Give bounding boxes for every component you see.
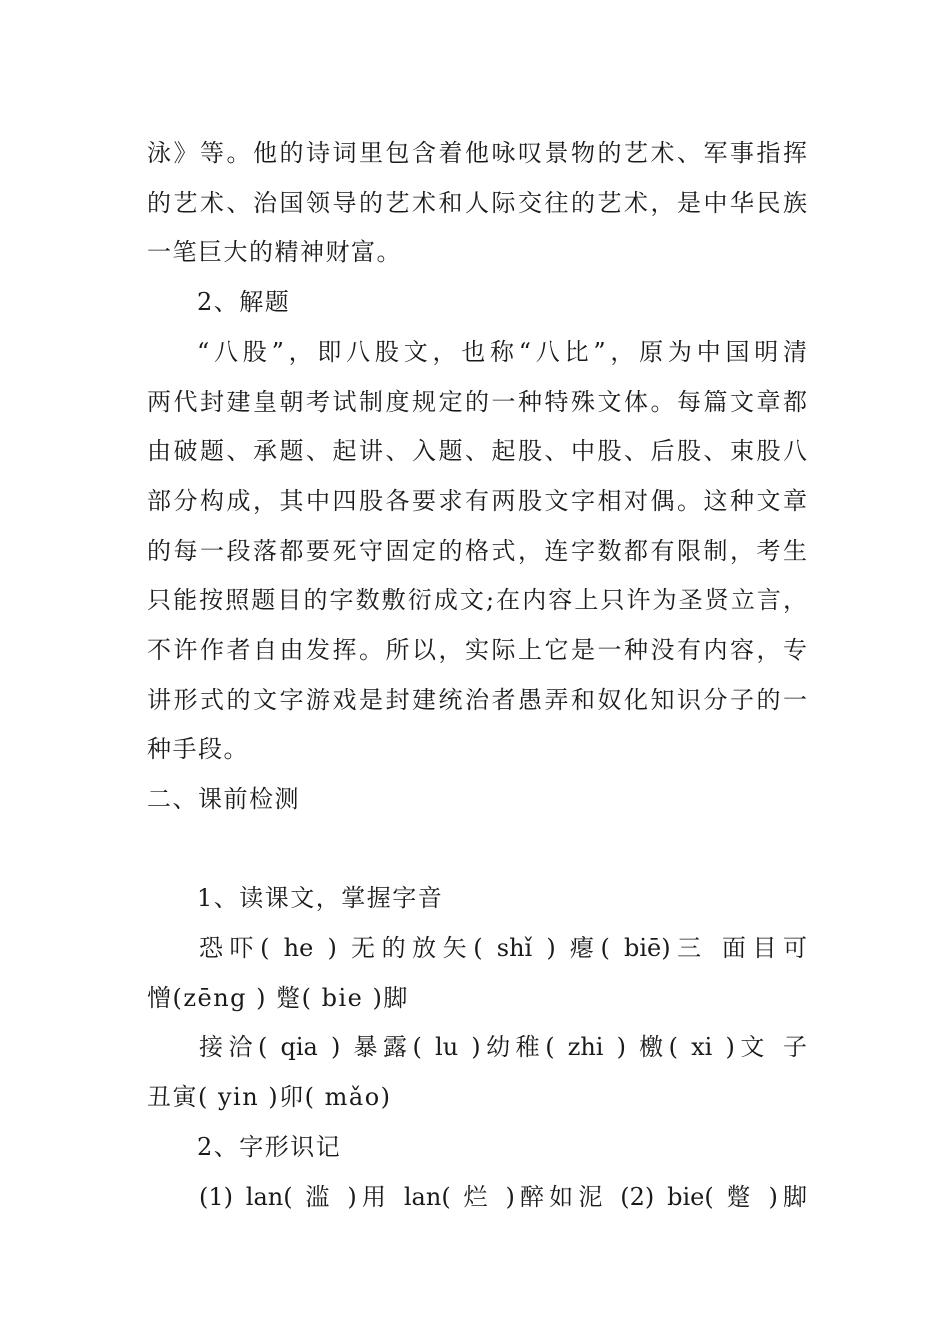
paragraph-line: 的艺术、治国领导的艺术和人际交往的艺术，是中华民族 [147,189,807,217]
paragraph-line: 讲形式的文字游戏是封建统治者愚弄和奴化知识分子的一 [147,686,807,714]
pronunciation-line: 丑寅( yin )卯( mǎo) [147,1083,392,1111]
paragraph-line: 部分构成，其中四股各要求有两股文字相对偶。这种文章 [147,487,807,515]
paragraph-line: 不许作者自由发挥。所以，实际上它是一种没有内容，专 [147,636,807,664]
paragraph-line: “八股”，即八股文，也称“八比”，原为中国明清 [197,338,807,366]
section-heading: 二、课前检测 [147,785,300,813]
subheading-jieti: 2、解题 [197,288,291,316]
paragraph-line: 泳》等。他的诗词里包含着他咏叹景物的艺术、军事指挥 [147,139,807,167]
pronunciation-line: 接洽( qia ) 暴露( lu )幼稚( zhi ) 檄( xi )文 子 [199,1033,807,1061]
word-form-line: (1) lan( 滥 )用 lan( 烂 )醉如泥 (2) bie( 蹩 )脚 [199,1183,807,1211]
paragraph-line: 种手段。 [147,735,249,763]
paragraph-line: 由破题、承题、起讲、入题、起股、中股、后股、束股八 [147,437,807,465]
subheading-zixing: 2、字形识记 [197,1133,342,1161]
subheading-duke: 1、读课文，掌握字音 [197,884,444,912]
paragraph-line: 的每一段落都要死守固定的格式，连字数都有限制，考生 [147,537,807,565]
paragraph-line: 两代封建皇朝考试制度规定的一种特殊文体。每篇文章都 [147,388,807,416]
pronunciation-line: 恐吓( he ) 无的放矢( shǐ ) 瘪( biē)三 面目可 [199,934,807,962]
paragraph-line: 只能按照题目的字数敷衍成文;在内容上只许为圣贤立言， [147,586,807,614]
pronunciation-line: 憎(zēng ) 蹩( bie )脚 [147,984,409,1012]
paragraph-line: 一笔巨大的精神财富。 [147,238,402,266]
